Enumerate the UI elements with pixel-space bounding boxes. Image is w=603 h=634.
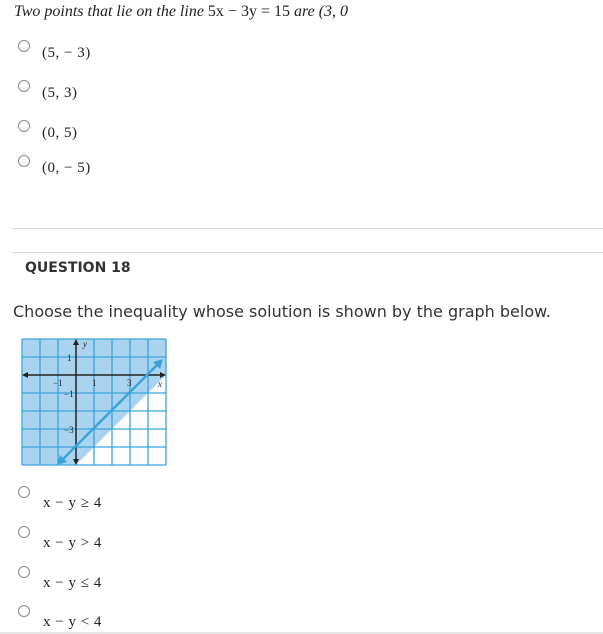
radio-button[interactable] — [18, 526, 30, 538]
radio-button[interactable] — [18, 40, 30, 52]
x-tick-3: 3 — [127, 378, 132, 388]
q18-option-3-label: x − y ≤ 4 — [43, 575, 102, 591]
q18-option-4-label: x − y < 4 — [43, 614, 102, 630]
q17-option-1[interactable] — [18, 39, 91, 61]
question-17-prompt-start: Two points that lie on the line — [14, 3, 204, 20]
q17-option-2-label: (5, 3) — [42, 85, 78, 101]
question-17-prompt — [14, 3, 348, 21]
radio-button[interactable] — [18, 155, 30, 167]
radio-button[interactable] — [18, 80, 30, 92]
q17-option-4-label: (0, − 5) — [42, 160, 91, 176]
q18-option-3[interactable] — [18, 565, 102, 591]
q17-option-3-label: (0, 5) — [42, 125, 78, 141]
question-divider — [12, 228, 603, 229]
question-17-prompt-end: are (3, 0 — [293, 3, 349, 20]
q18-option-4[interactable] — [18, 604, 102, 630]
question-18-prompt: Choose the inequality whose solution is shown by the graph below. — [13, 302, 551, 321]
radio-button[interactable] — [18, 605, 30, 617]
y-tick-1: 1 — [67, 353, 72, 363]
x-axis-label: x — [158, 379, 162, 389]
y-axis-label: y — [83, 339, 87, 349]
y-tick-neg3: −3 — [64, 425, 74, 435]
question-18-header: QUESTION 18 — [25, 260, 131, 276]
y-tick-neg1: −1 — [64, 389, 74, 399]
q18-option-1[interactable] — [18, 485, 102, 511]
radio-button[interactable] — [18, 486, 30, 498]
inequality-graph — [20, 337, 168, 467]
q18-option-1-label: x − y ≥ 4 — [43, 495, 102, 511]
q17-option-4[interactable] — [18, 154, 91, 176]
q17-option-2[interactable] — [18, 79, 78, 101]
q18-option-2[interactable] — [18, 525, 102, 551]
x-tick-1: 1 — [92, 378, 97, 388]
q17-option-1-label: (5, − 3) — [42, 45, 91, 61]
radio-button[interactable] — [18, 120, 30, 132]
q17-option-3[interactable] — [18, 119, 78, 141]
question-17-equation: 5x − 3y = 15 — [207, 3, 290, 20]
question-header-divider — [12, 252, 603, 253]
x-tick-neg1: −1 — [53, 378, 63, 388]
q18-option-2-label: x − y > 4 — [43, 535, 102, 551]
radio-button[interactable] — [18, 566, 30, 578]
